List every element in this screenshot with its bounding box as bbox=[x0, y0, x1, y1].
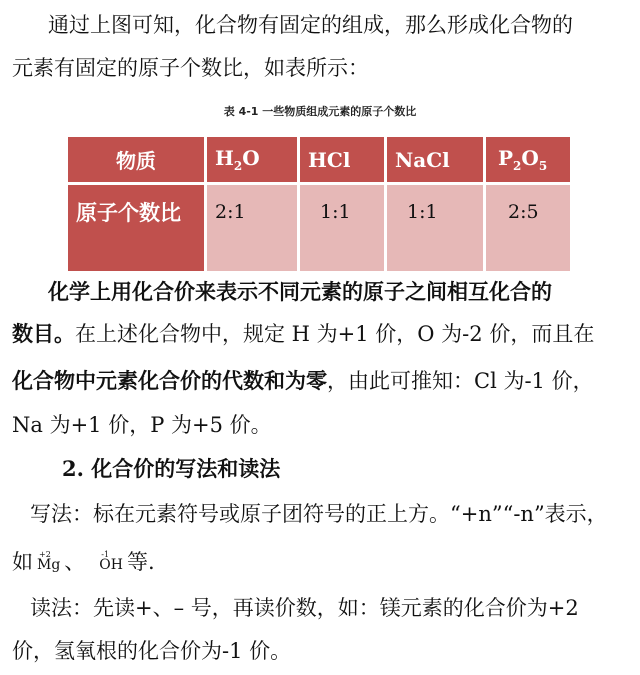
p2-line-1: 化学上用化合价来表示不同元素的原子之间相互化合的 bbox=[48, 279, 552, 304]
header-cell-h2o: $H_2O$ bbox=[206, 137, 299, 184]
p2-line-2: 数目。在上述化合物中，规定 H 为+1 价，O 为-2 价，而且在 bbox=[12, 321, 595, 346]
table-caption: 表 4-1 一些物质组成元素的原子个数比 bbox=[223, 105, 417, 118]
p4-line-1: 读法：先读+、– 号，再读价数，如：镁元素的化合价为+2 bbox=[30, 596, 579, 620]
atom-ratio-table bbox=[68, 137, 573, 271]
header-cell-hcl: HCl bbox=[299, 137, 386, 184]
table-ratio-row bbox=[68, 184, 572, 272]
mg-valence-notation: +2 Mg bbox=[37, 550, 61, 573]
ratio-cell-h2o: 2:1 bbox=[206, 184, 299, 272]
p2-line-3: 化合物中元素化合价的代数和为零，由此可推知：Cl 为-1 价， bbox=[12, 368, 594, 393]
p3-line-1: 写法：标在元素符号或原子团符号的正上方。“+n”“-n”表示， bbox=[30, 502, 608, 526]
p3-line-2: 如 +2 Mg 、 -1 OH 等. bbox=[12, 548, 155, 579]
section-heading: 2. 化合价的写法和读法 bbox=[62, 456, 281, 481]
oh-valence-notation: -1 OH bbox=[99, 550, 123, 573]
row-label-ratio: 原子个数比 bbox=[68, 184, 206, 272]
header-cell-nacl: NaCl bbox=[386, 137, 485, 184]
p4-line-2: 价，氢氧根的化合价为-1 价。 bbox=[12, 639, 292, 663]
ratio-cell-hcl: 1:1 bbox=[299, 184, 386, 272]
header-cell-substance: 物质 bbox=[68, 137, 206, 184]
ratio-cell-p2o5: 2:5 bbox=[485, 184, 572, 272]
ratio-cell-nacl: 1:1 bbox=[386, 184, 485, 272]
header-cell-p2o5: $P_2O_5$ bbox=[485, 137, 572, 184]
intro-line-1: 通过上图可知，化合物有固定的组成，那么形成化合物的 bbox=[48, 13, 573, 37]
p2-line-4: Na 为+1 价，P 为+5 价。 bbox=[12, 413, 272, 437]
table-header-row bbox=[68, 137, 572, 184]
intro-line-2: 元素有固定的原子个数比，如表所示： bbox=[12, 56, 369, 80]
